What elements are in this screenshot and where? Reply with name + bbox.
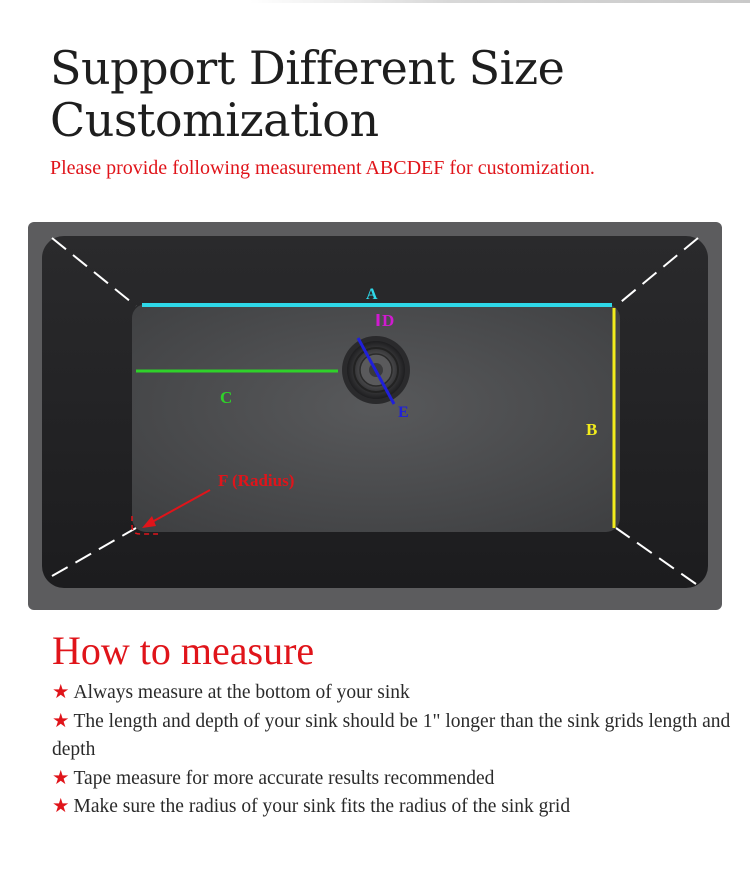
tip-text: Always measure at the bottom of your sink [73,682,410,703]
top-decorative-line [250,0,750,3]
page-title [50,42,564,146]
list-item [52,765,732,794]
sink-diagram [28,222,722,610]
label-a: A [366,286,378,303]
label-c: C [220,388,233,407]
tip-text: Tape measure for more accurate results recommended [73,767,495,789]
title-line-1: Support Different Size [50,41,565,95]
label-b: B [586,420,598,439]
label-d: D [382,311,395,330]
label-f-radius: F (Radius) [218,471,295,490]
tip-text: Make sure the radius of your sink fits the radius of the sink grid [73,796,571,817]
tip-text: The length and depth of your sink should be 1" longer than the sink grids length and depth [52,710,731,760]
title-line-2: Customization [50,93,379,147]
list-item [52,679,732,708]
how-to-measure-heading: How to measure [52,628,315,673]
sink-illustration [28,222,722,610]
label-e: E [398,404,409,421]
star-icon: ★ [52,710,70,732]
star-icon: ★ [52,682,70,703]
star-icon: ★ [52,796,70,817]
measure-tips-list [52,679,732,822]
star-icon: ★ [52,767,70,789]
list-item [52,708,732,765]
list-item [52,793,732,822]
page-subtitle: Please provide following measurement ABCDEF for customization. [50,157,595,179]
